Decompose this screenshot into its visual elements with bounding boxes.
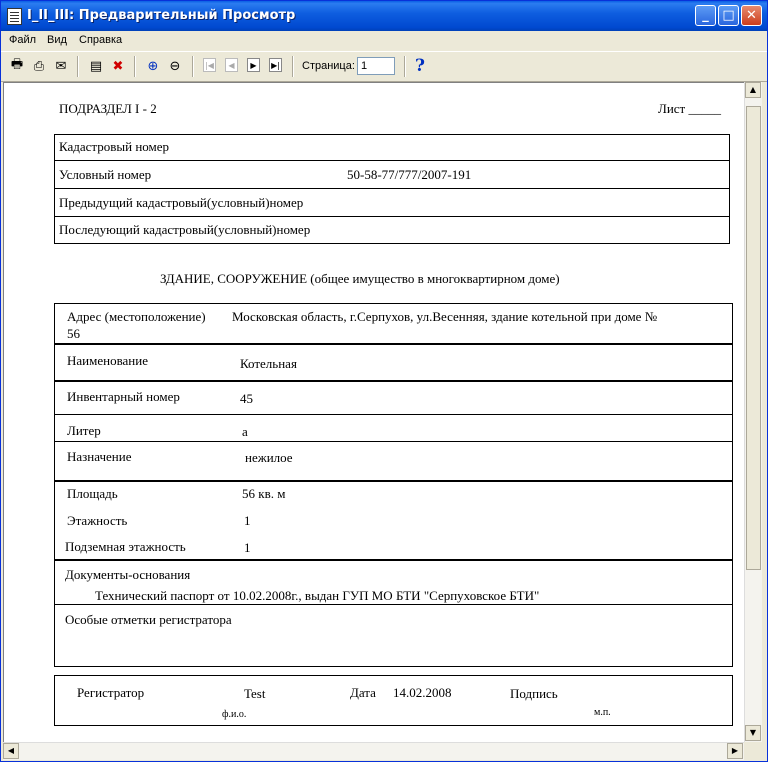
close-preview-icon[interactable]: ✖ <box>112 58 124 74</box>
purpose-label: Назначение <box>67 449 132 464</box>
close-button[interactable] <box>741 5 762 26</box>
export-icon[interactable]: ✉ <box>55 58 67 74</box>
toolbar-separator <box>77 56 79 77</box>
underground-floors-label: Подземная этажность <box>65 539 186 554</box>
registrar-value: Test <box>244 686 266 701</box>
table-divider <box>54 160 730 161</box>
table-divider <box>54 414 733 415</box>
close-icon: ✕ <box>746 8 757 23</box>
page-number-input[interactable]: 1 <box>357 57 395 75</box>
liter-label: Литер <box>67 423 101 438</box>
toolbar-separator <box>292 56 294 77</box>
signature-label: Подпись <box>510 686 558 701</box>
toolbar-separator <box>134 56 136 77</box>
maximize-icon: □ <box>722 8 735 23</box>
date-value: 14.02.2008 <box>393 685 452 700</box>
scroll-up-icon[interactable]: ▲ <box>745 82 761 98</box>
table-divider <box>54 188 730 189</box>
scroll-down-icon[interactable]: ▼ <box>745 725 761 741</box>
registrar-notes-label: Особые отметки регистратора <box>65 612 232 627</box>
first-page-icon[interactable]: |◀ <box>203 58 216 72</box>
toolbar-separator <box>192 56 194 77</box>
documents-label: Документы-основания <box>65 567 191 582</box>
purpose-value: нежилое <box>245 450 293 465</box>
section-heading: ЗДАНИЕ, СООРУЖЕНИЕ (общее имущество в многоквартирном доме) <box>160 271 560 286</box>
zoom-out-icon[interactable]: ⊖ <box>169 58 181 74</box>
address-label: Адрес (местоположение) <box>67 309 206 324</box>
document-viewport[interactable] <box>3 82 745 743</box>
maximize-button[interactable] <box>718 5 739 26</box>
stamp-caption: м.п. <box>594 707 611 718</box>
scrollbar-corner <box>744 742 761 759</box>
registrar-label: Регистратор <box>77 685 145 700</box>
table-divider <box>54 480 733 482</box>
cadastral-label: Кадастровый номер <box>59 139 170 154</box>
name-value: Котельная <box>240 356 297 371</box>
toolbar-separator <box>404 56 406 77</box>
table-divider <box>54 343 733 345</box>
documents-value: Технический паспорт от 10.02.2008г., выдан ГУП МО БТИ "Серпуховское БТИ" <box>95 588 540 603</box>
area-label: Площадь <box>67 486 118 501</box>
help-icon[interactable]: ? <box>415 56 425 76</box>
prev-page-icon[interactable]: ◀ <box>225 58 238 72</box>
sheet-label: Лист _____ <box>658 101 721 116</box>
next-page-icon[interactable]: ▶ <box>247 58 260 72</box>
table-divider <box>54 559 733 561</box>
print-icon[interactable]: 🖶 <box>10 57 24 72</box>
floors-label: Этажность <box>67 513 128 528</box>
horizontal-scrollbar[interactable] <box>3 742 744 760</box>
table-divider <box>54 441 733 442</box>
print-setup-icon[interactable]: ⎙ <box>33 58 45 74</box>
vertical-scroll-thumb[interactable] <box>746 106 761 570</box>
page-label: Страница: <box>302 60 355 72</box>
liter-value: а <box>242 424 248 439</box>
menu-view[interactable]: Вид <box>47 34 67 46</box>
subsection-title: ПОДРАЗДЕЛ I - 2 <box>59 101 157 116</box>
next-number-label: Последующий кадастровый(условный)номер <box>59 222 311 237</box>
conditional-value: 50-58-77/777/2007-191 <box>347 167 472 182</box>
page-setup-icon[interactable]: ▤ <box>89 58 103 74</box>
address-continuation: 56 <box>67 326 80 341</box>
toolbar <box>1 51 767 82</box>
vertical-scrollbar[interactable] <box>744 82 762 742</box>
previous-number-label: Предыдущий кадастровый(условный)номер <box>59 195 304 210</box>
inventory-label: Инвентарный номер <box>67 389 180 404</box>
scroll-left-icon[interactable]: ◀ <box>3 743 19 759</box>
minimize-button[interactable] <box>695 5 716 26</box>
table-divider <box>54 380 733 382</box>
area-value: 56 кв. м <box>242 486 286 501</box>
table-divider <box>54 216 730 217</box>
minimize-icon: _ <box>702 8 709 23</box>
table-divider <box>54 604 733 605</box>
address-value: Московская область, г.Серпухов, ул.Весенняя, здание котельной при доме № <box>232 309 658 324</box>
name-label: Наименование <box>67 353 148 368</box>
underground-floors-value: 1 <box>244 540 251 555</box>
app-icon[interactable] <box>7 8 22 25</box>
window-title: I_II_III: Предварительный Просмотр <box>27 8 296 23</box>
title-bar[interactable] <box>1 1 767 31</box>
date-label: Дата <box>350 685 376 700</box>
floors-value: 1 <box>244 513 251 528</box>
zoom-in-icon[interactable]: ⊕ <box>147 58 159 74</box>
menu-file[interactable]: Файл <box>9 34 37 46</box>
scroll-right-icon[interactable]: ▶ <box>727 743 743 759</box>
report-page <box>4 83 745 743</box>
last-page-icon[interactable]: ▶| <box>269 58 282 72</box>
menu-help[interactable]: Справка <box>79 34 123 46</box>
menu-bar <box>1 31 767 50</box>
fio-caption: ф.и.о. <box>222 709 247 720</box>
inventory-value: 45 <box>240 391 253 406</box>
conditional-label: Условный номер <box>59 167 152 182</box>
